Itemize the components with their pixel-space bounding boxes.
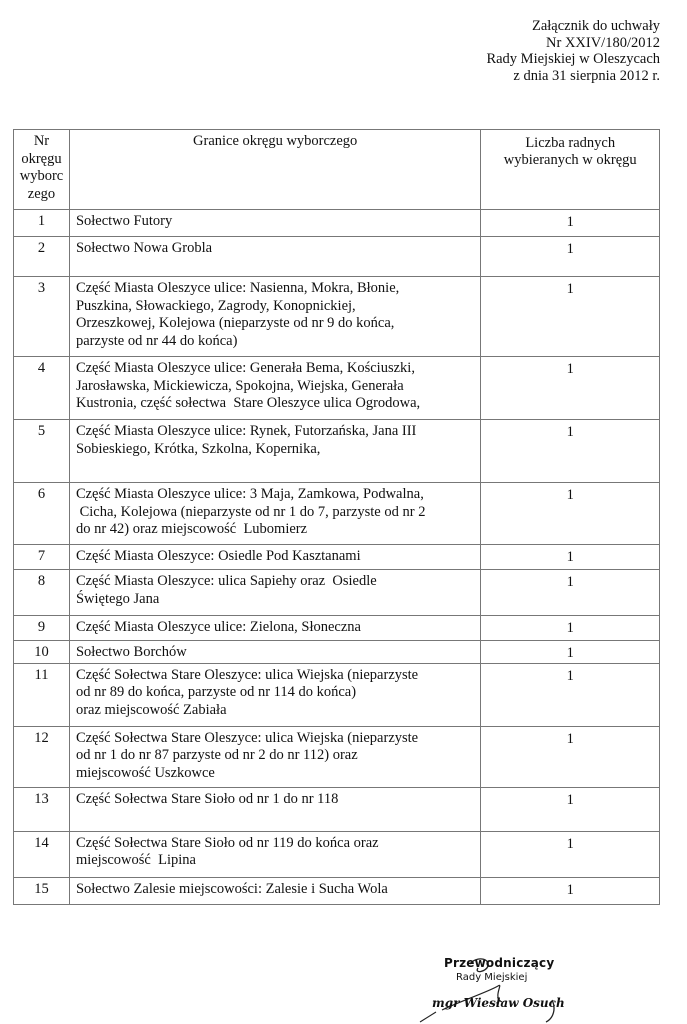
header-nr: Nr okręgu wyborc zego xyxy=(14,130,70,210)
header-boundaries: Granice okręgu wyborczego xyxy=(69,130,480,210)
district-number: 12 xyxy=(14,726,70,787)
councillors-count: 1 xyxy=(481,210,660,237)
district-number: 10 xyxy=(14,641,70,664)
signature-name: mgr Wiesław Osuch xyxy=(432,996,565,1010)
boundary-line: Puszkina, Słowackiego, Zagrody, Konopnickiej, xyxy=(75,297,356,314)
header-line-1: Załącznik do uchwały xyxy=(531,18,660,34)
boundary-line: Sołectwo Futory xyxy=(75,213,173,229)
header-councillors-count: Liczba radnych wybieranych w okręgu xyxy=(481,130,660,210)
district-boundaries xyxy=(69,545,480,570)
table-header-row xyxy=(14,130,660,210)
boundary-line: Część Sołectwa Stare Oleszyce: ulica Wiejska (nieparzyste xyxy=(75,666,419,683)
district-boundaries xyxy=(69,570,480,616)
district-boundaries xyxy=(69,641,480,664)
table-row xyxy=(14,787,660,831)
district-number: 3 xyxy=(14,277,70,357)
boundary-line: parzyste od nr 44 do końca) xyxy=(75,332,238,349)
boundary-line: Część Miasta Oleszyce ulice: Generała Bema, Kościuszki, xyxy=(75,360,415,376)
district-boundaries xyxy=(69,663,480,726)
boundary-line: Część Miasta Oleszyce ulice: Zielona, Słoneczna xyxy=(75,619,361,635)
district-number: 5 xyxy=(14,420,70,483)
boundary-line: Część Miasta Oleszyce ulice: Rynek, Futorzańska, Jana III xyxy=(75,423,417,439)
table-row xyxy=(14,616,660,641)
district-number: 2 xyxy=(14,237,70,277)
district-boundaries xyxy=(69,787,480,831)
boundary-line: Część Sołectwa Stare Oleszyce: ulica Wiejska (nieparzyste xyxy=(75,729,419,746)
district-number: 15 xyxy=(14,877,70,904)
signature-title: Przewodniczący xyxy=(444,956,555,970)
table-row xyxy=(14,545,660,570)
districts-table xyxy=(13,129,660,905)
district-number: 8 xyxy=(14,570,70,616)
table-row xyxy=(14,357,660,420)
boundary-line: Świętego Jana xyxy=(75,590,160,607)
table-row xyxy=(14,831,660,877)
district-boundaries xyxy=(69,831,480,877)
district-number: 1 xyxy=(14,210,70,237)
boundary-line: Część Sołectwa Stare Sioło od nr 119 do końca oraz xyxy=(75,834,379,851)
councillors-count: 1 xyxy=(481,663,660,726)
boundary-line: Część Miasta Oleszyce ulice: Nasienna, Mokra, Błonie, xyxy=(75,280,400,296)
councillors-count: 1 xyxy=(481,357,660,420)
boundary-line: Sołectwo Borchów xyxy=(75,644,187,660)
table-row xyxy=(14,277,660,357)
table-row xyxy=(14,483,660,545)
councillors-count: 1 xyxy=(481,277,660,357)
table-row xyxy=(14,210,660,237)
councillors-count: 1 xyxy=(481,483,660,545)
boundary-line: Orzeszkowej, Kolejowa (nieparzyste od nr 9 do końca, xyxy=(75,315,395,331)
table-row xyxy=(14,420,660,483)
boundary-line: Część Miasta Oleszyce: Osiedle Pod Kasztanami xyxy=(75,548,361,564)
boundary-line: do nr 42) oraz miejscowość Lubomierz xyxy=(75,521,308,537)
boundary-line: Część Miasta Oleszyce ulice: 3 Maja, Zamkowa, Podwalna, xyxy=(75,486,424,502)
boundary-line: miejscowość Lipina xyxy=(75,852,196,868)
councillors-count: 1 xyxy=(481,570,660,616)
district-number: 13 xyxy=(14,787,70,831)
table-row xyxy=(14,877,660,904)
table-row xyxy=(14,237,660,277)
councillors-count: 1 xyxy=(481,726,660,787)
district-boundaries xyxy=(69,420,480,483)
boundary-line: Część Sołectwa Stare Sioło od nr 1 do nr 118 xyxy=(75,790,339,807)
table-row xyxy=(14,663,660,726)
councillors-count: 1 xyxy=(481,545,660,570)
district-boundaries xyxy=(69,210,480,237)
district-boundaries xyxy=(69,277,480,357)
boundary-line: Cicha, Kolejowa (nieparzyste od nr 1 do 7, parzyste od nr 2 xyxy=(75,503,426,520)
boundary-line: Jarosławska, Mickiewicza, Spokojna, Wiejska, Generała xyxy=(75,377,404,394)
district-boundaries xyxy=(69,877,480,904)
boundary-line: od nr 89 do końca, parzyste od nr 114 do końca) xyxy=(75,684,357,700)
district-number: 4 xyxy=(14,357,70,420)
district-boundaries xyxy=(69,616,480,641)
boundary-line: Kustronia, część sołectwa Stare Oleszyce ulica Ogrodowa, xyxy=(75,395,421,411)
district-boundaries xyxy=(69,237,480,277)
councillors-count: 1 xyxy=(481,787,660,831)
boundary-line: miejscowość Uszkowce xyxy=(75,764,215,781)
boundary-line: oraz miejscowość Zabiała xyxy=(75,701,227,718)
councillors-count: 1 xyxy=(481,641,660,664)
district-number: 11 xyxy=(14,663,70,726)
header-line-2: Nr XXIV/180/2012 xyxy=(546,34,660,51)
councillors-count: 1 xyxy=(481,877,660,904)
councillors-count: 1 xyxy=(481,237,660,277)
district-boundaries xyxy=(69,357,480,420)
table-row xyxy=(14,641,660,664)
councillors-count: 1 xyxy=(481,420,660,483)
councillors-count: 1 xyxy=(481,831,660,877)
boundary-line: od nr 1 do nr 87 parzyste od nr 2 do nr 112) oraz xyxy=(75,747,358,763)
boundary-line: Sobieskiego, Krótka, Szkolna, Kopernika, xyxy=(75,440,321,457)
district-number: 14 xyxy=(14,831,70,877)
chairman-signature xyxy=(418,952,565,1024)
district-boundaries xyxy=(69,483,480,545)
boundary-line: Część Miasta Oleszyce: ulica Sapiehy oraz Osiedle xyxy=(75,573,377,589)
table-row xyxy=(14,726,660,787)
boundary-line: Sołectwo Nowa Grobla xyxy=(75,240,213,256)
table-row xyxy=(14,570,660,616)
district-boundaries xyxy=(69,726,480,787)
district-number: 7 xyxy=(14,545,70,570)
councillors-count: 1 xyxy=(481,616,660,641)
district-number: 6 xyxy=(14,483,70,545)
header-line-3: Rady Miejskiej w Oleszycach xyxy=(486,51,660,67)
header-line-4: z dnia 31 sierpnia 2012 r. xyxy=(513,67,660,84)
district-number: 9 xyxy=(14,616,70,641)
attachment-header xyxy=(486,18,660,84)
signature-subtitle: Rady Miejskiej xyxy=(456,972,528,983)
boundary-line: Sołectwo Zalesie miejscowości: Zalesie i Sucha Wola xyxy=(75,880,388,897)
